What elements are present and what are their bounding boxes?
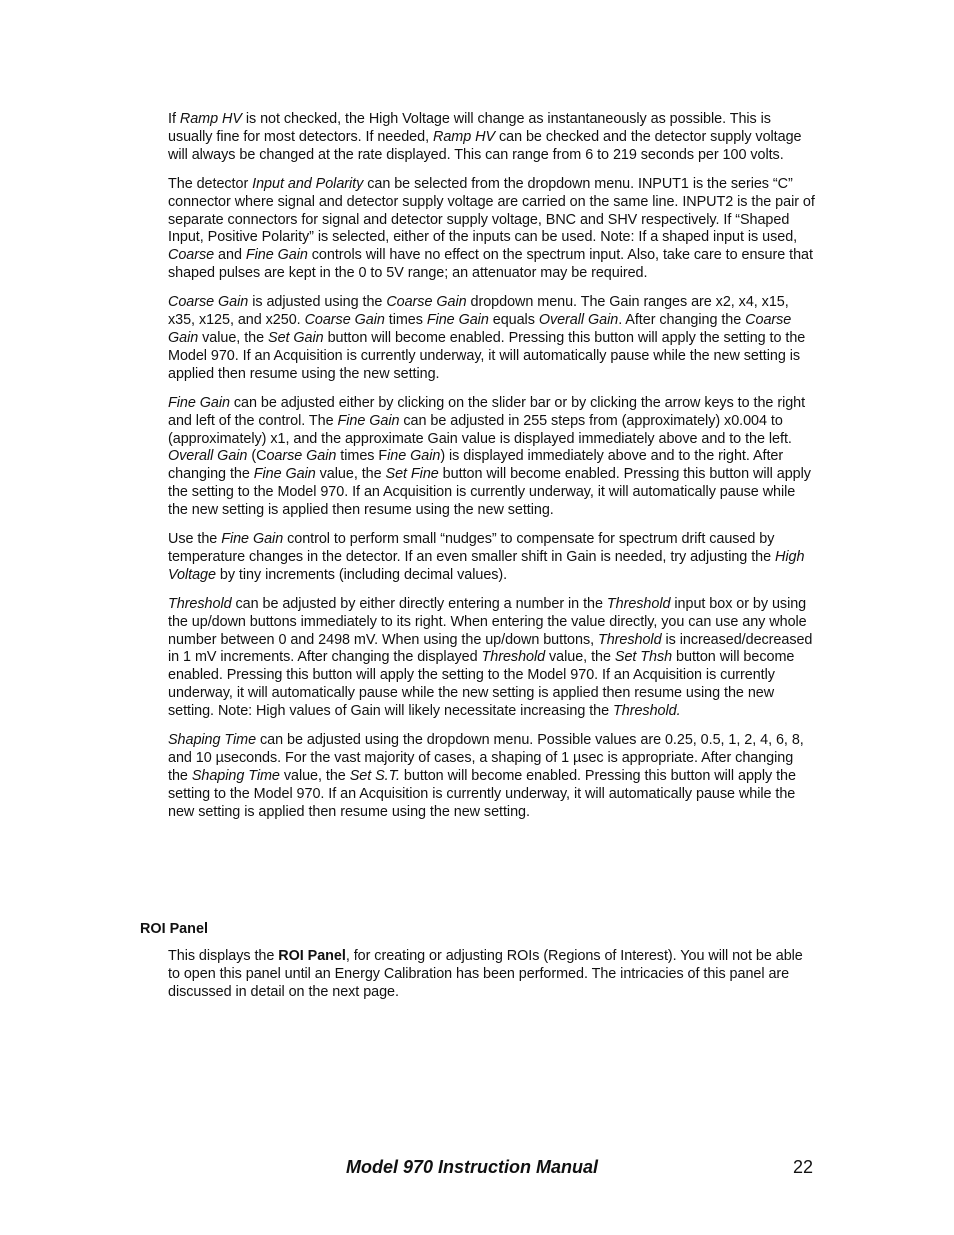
italic-term: Set S.T.: [349, 767, 400, 784]
text-run: can be checked and the detector supply voltage will always be changed at the rate displayed. This can range from 6 to 219 seconds per 100 volts.: [168, 128, 802, 163]
roi-section-text: [168, 948, 816, 1013]
text-run: This displays the: [168, 948, 279, 964]
text-run: controls will have no effect on the spectrum input. Also, take care to ensure that shaped pulses are kept in the 0 to 5V range; an attenuator may be required.: [168, 247, 813, 282]
italic-term: Threshold.: [613, 703, 681, 720]
paragraph-fine-gain: [168, 395, 816, 520]
paragraph-shaping-time: [168, 732, 816, 822]
text-run: , for creating or adjusting ROIs (Regions of Interest). You will not be able to open this panel until an Energy Calibration has been performed. The intricacies of this panel are discussed in detail on the next page.: [168, 948, 803, 1000]
italic-term: Fine Gain: [337, 412, 400, 429]
text-run: can be adjusted using the dropdown menu. Possible values are 0.25, 0.5, 1, 2, 4, 6, 8, and 10 µseconds. For the vast majority of cases, a shaping of 1 µsec is appropriate. After changing the: [168, 732, 804, 784]
italic-term: Input and Polarity: [252, 175, 364, 192]
italic-term: Fine Gain: [221, 531, 284, 548]
body-text: [168, 111, 816, 833]
italic-term: Ramp HV: [432, 128, 496, 145]
italic-term: Threshold: [481, 649, 546, 666]
italic-term: Fine Gain: [253, 466, 316, 483]
text-run: button will become enabled. Pressing this button will apply the setting to the Model 970. If an Acquisition is currently underway, it will automatically pause while the new setting is applied then resume using the new setting.: [168, 329, 806, 382]
italic-term: Set Fine: [385, 466, 439, 483]
paragraph-ramp-hv: [168, 111, 816, 165]
paragraph-input-polarity: [168, 176, 816, 283]
footer-manual-title: Model 970 Instruction Manual: [346, 1157, 599, 1177]
italic-term: Coarse: [168, 247, 215, 264]
italic-term: Fine Gain: [168, 394, 230, 411]
footer-page-number: 22: [793, 1157, 814, 1177]
text-run: If: [168, 111, 180, 127]
text-run: and: [214, 247, 246, 264]
paragraph-threshold: [168, 596, 816, 721]
text-run: control to perform small “nudges” to compensate for spectrum drift caused by temperature changes in the detector. If an even smaller shift in Gain is needed, try adjusting the: [168, 531, 776, 565]
bold-term: ROI Panel: [278, 948, 346, 964]
italic-term: Threshold: [606, 595, 671, 612]
italic-term: Shaping Time: [191, 767, 280, 784]
italic-term: Coarse Gain: [168, 294, 249, 311]
italic-term: Threshold: [168, 595, 232, 612]
text-run: is increased/decreased in 1 mV increments. After changing the displayed: [168, 631, 813, 666]
italic-term: Ramp HV: [179, 111, 242, 127]
text-run: dropdown menu. The Gain ranges are x2, x4, x15, x35, x125, and x250.: [168, 294, 789, 329]
text-run: Use the: [168, 531, 222, 548]
text-run: can be selected from the dropdown menu. INPUT1 is the series “C” connector where signal and detector supply voltage are carried on the same line. INPUT2 is the pair of separate connectors for signal and detector supply voltage, BNC and SHV respectively. If “Shaped Input, Positive Polarity” is selected, either of the inputs can be used. Note: If a shaped input is used,: [168, 175, 815, 246]
text-run: value, the: [315, 466, 386, 483]
italic-term: oarse Gain: [266, 448, 337, 465]
text-run: . After changing the: [618, 312, 746, 329]
text-run: (C: [247, 448, 267, 465]
italic-term: Coarse Gain: [168, 312, 792, 346]
text-run: The detector: [168, 175, 253, 192]
text-run: ) is displayed immediately above and to the right. After changing the: [168, 448, 784, 483]
text-run: can be adjusted either by clicking on the slider bar or by clicking the arrow keys to the right and left of the control. The: [168, 394, 806, 429]
text-run: can be adjusted by either directly entering a number in the: [231, 595, 607, 612]
paragraph-fine-gain-nudges: [168, 531, 816, 585]
text-run: value, the: [198, 329, 269, 346]
text-run: is adjusted using the: [248, 294, 387, 311]
italic-term: ine Gain: [387, 448, 441, 465]
text-run: times: [384, 312, 427, 329]
text-run: can be adjusted in 255 steps from (approximately) x0.004 to (approximately) x1, and the approximate Gain value is displayed immediately above and to the left.: [168, 412, 792, 447]
italic-term: Set Thsh: [614, 649, 673, 666]
italic-term: Fine Gain: [245, 247, 308, 264]
italic-term: Coarse Gain: [304, 312, 385, 329]
italic-term: Overall Gain: [538, 312, 619, 329]
italic-term: Set Gain: [268, 329, 324, 346]
text-run: by tiny increments (including decimal values).: [215, 566, 508, 583]
text-run: value, the: [279, 767, 350, 784]
italic-term: Threshold: [597, 631, 662, 648]
text-run: equals: [488, 312, 539, 329]
text-run: value, the: [545, 649, 615, 666]
italic-term: High Voltage: [168, 548, 805, 583]
text-run: is not checked, the High Voltage will change as instantaneously as possible. This is usually fine for most detectors. If needed,: [168, 111, 771, 145]
text-run: button will become enabled. Pressing this button will apply the setting to the Model 970. If an Acquisition is currently underway, it will automatically pause while the new setting is applied then resume using the new setting.: [168, 767, 796, 820]
section-heading-roi-panel: ROI Panel: [140, 921, 208, 937]
italic-term: Fine Gain: [426, 312, 489, 329]
text-run: input box or by using the up/down buttons immediately to its right. When entering the value directly, you can use any whole number between 0 and 2498 mV. When using the up/down buttons,: [168, 595, 807, 648]
text-run: button will become enabled. Pressing this button will apply the setting to the Model 970. If an Acquisition is currently underway, it will automatically pause while the new setting is applied then resume using the new setting. Note: High values of Gain will likely necessitate increasing the: [168, 649, 795, 720]
italic-term: Shaping Time: [168, 732, 257, 749]
paragraph-roi-panel: [168, 948, 816, 1002]
paragraph-coarse-gain: [168, 294, 816, 384]
italic-term: Coarse Gain: [386, 294, 467, 311]
italic-term: Overall Gain: [168, 448, 248, 465]
text-run: button will become enabled. Pressing this button will apply the setting to the Model 970. If an Acquisition is currently underway, it will automatically pause while the new setting is applied then resume using the new setting.: [168, 466, 811, 519]
text-run: times F: [336, 448, 388, 465]
